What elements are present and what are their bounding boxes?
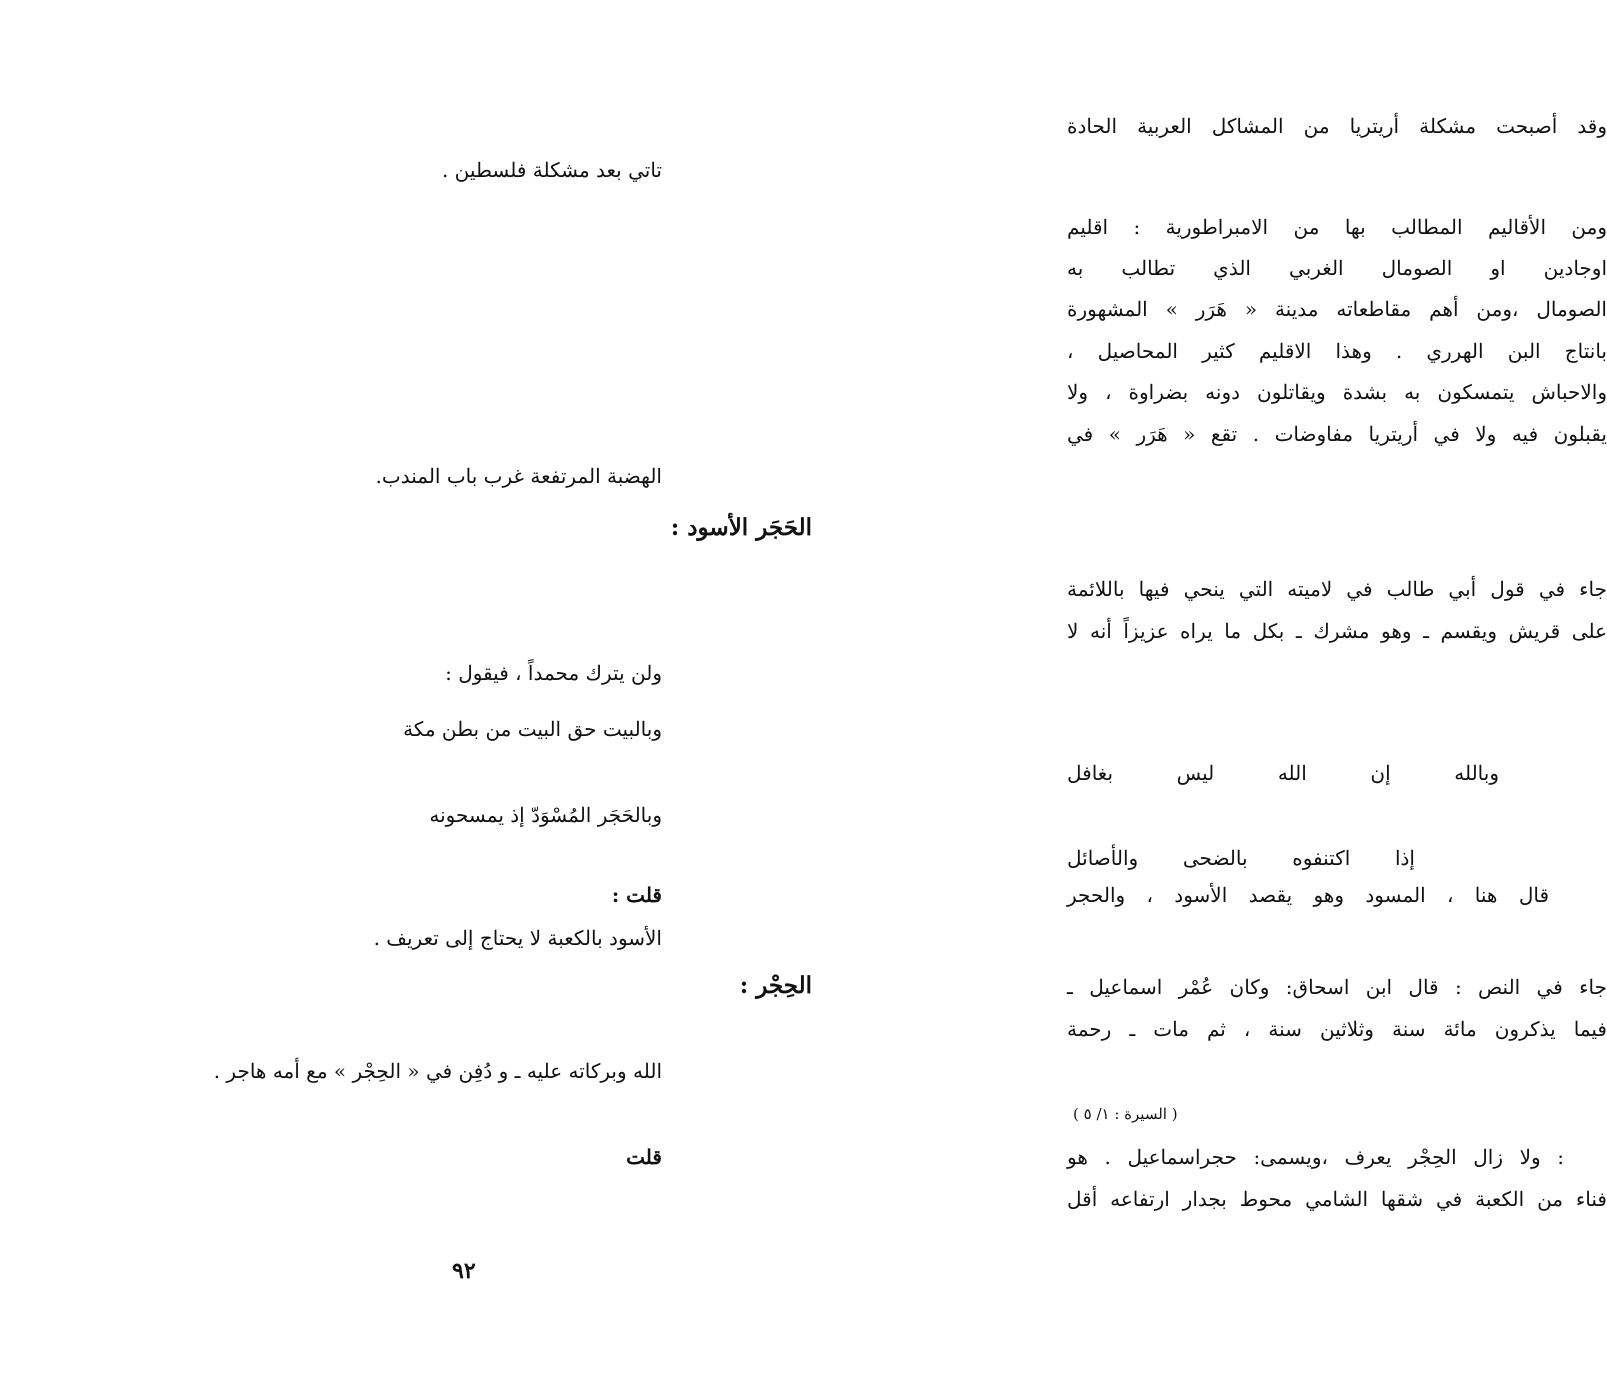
- text-line: جاء في قول أبي طالب في لاميته التي ينحي فيها باللائمة: [1067, 577, 1607, 601]
- text-line: وقد أصبحت مشكلة أريتريا من المشاكل العربية الحادة: [1067, 114, 1607, 138]
- note-label: قلت :: [611, 883, 662, 907]
- text-line: قال هنا ، المسود وهو يقصد الأسود ، والحجر: [1067, 883, 1549, 907]
- text-line: فناء من الكعبة في شقها الشامي محوط بجدار ارتفاعه أقل: [1067, 1187, 1607, 1211]
- poem-verse: إذا اكتنفوه بالضحى والأصائل: [1067, 846, 1415, 870]
- text-line: تاتي بعد مشكلة فلسطين .: [441, 158, 662, 182]
- poem-verse: وبالحَجَر المُسْوَدّ إذ يمسحونه: [429, 803, 662, 827]
- text-line: الأسود بالكعبة لا يحتاج إلى تعريف .: [373, 926, 662, 950]
- text-line: اوجادين او الصومال الغربي الذي تطالب به: [1067, 256, 1607, 280]
- poem-verse: وبالله إن الله ليس بغافل: [1067, 761, 1499, 785]
- text-line: فيما يذكرون مائة سنة وثلاثين سنة ، ثم مات ـ رحمة: [1067, 1017, 1607, 1041]
- text-line: الهضبة المرتفعة غرب باب المندب.: [375, 464, 662, 488]
- text-line: : ولا زال الحِجْر يعرف ،ويسمى: حجراسماعيل . هو: [1067, 1145, 1564, 1169]
- text-line: والاحباش يتمسكون به بشدة ويقاتلون دونه بضراوة ، ولا: [1067, 380, 1607, 404]
- text-line: ومن الأقاليم المطالب بها من الامبراطورية : اقليم: [1067, 215, 1607, 239]
- text-line: جاء في النص : قال ابن اسحاق: وكان عُمْر اسماعيل ـ: [1067, 975, 1607, 999]
- text-line: الله وبركاته عليه ـ و دُفِن في « الحِجْر » مع أمه هاجر .: [213, 1059, 662, 1083]
- page-number: ٩٢: [452, 1258, 476, 1284]
- text-line: الصومال ،ومن أهم مقاطعاته مدينة « هَرَر » المشهورة: [1067, 297, 1607, 321]
- text-line: بانتاج البن الهرري . وهذا الاقليم كثير المحاصيل ،: [1067, 339, 1607, 363]
- text-line: على قريش ويقسم ـ وهو مشرك ـ بكل ما يراه عزيزاً أنه لا: [1067, 619, 1607, 643]
- poem-verse: وبالبيت حق البيت من بطن مكة: [403, 717, 662, 741]
- citation: ( السيرة : ١/ ٥ ): [1073, 1105, 1178, 1123]
- section-heading-black-stone: الحَجَر الأسود :: [670, 514, 812, 541]
- note-label: قلت: [626, 1145, 662, 1169]
- text-line: ولن يترك محمداً ، فيقول :: [445, 661, 662, 685]
- text-line: يقبلون فيه ولا في أريتريا مفاوضات . تقع « هَرَر » في: [1067, 422, 1607, 446]
- section-heading-hijr: الحِجْر :: [739, 972, 812, 999]
